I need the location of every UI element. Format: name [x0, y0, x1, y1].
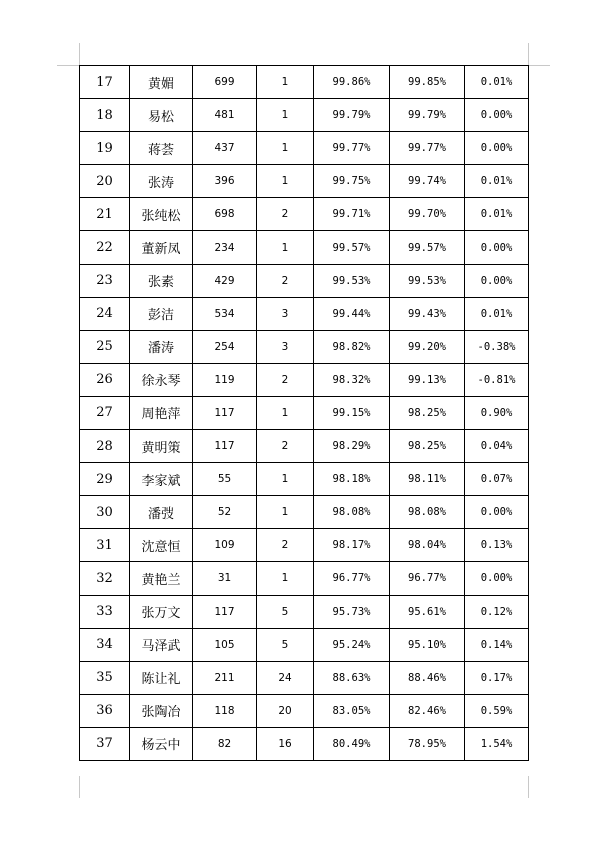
issue-count-cell: 1: [257, 165, 314, 198]
rate-previous-cell: 99.77%: [390, 132, 465, 165]
rate-difference-cell: 0.00%: [465, 132, 529, 165]
person-name-cell: 董新凤: [130, 231, 193, 264]
row-index-cell: 34: [80, 628, 130, 661]
rate-previous-cell: 99.13%: [390, 363, 465, 396]
total-count-cell: 254: [193, 330, 257, 363]
total-count-cell: 82: [193, 727, 257, 760]
total-count-cell: 437: [193, 132, 257, 165]
rate-current-cell: 95.73%: [314, 595, 390, 628]
rate-current-cell: 99.15%: [314, 396, 390, 429]
issue-count-cell: 2: [257, 430, 314, 463]
rate-previous-cell: 98.25%: [390, 430, 465, 463]
person-name-cell: 张素: [130, 264, 193, 297]
table-row: [80, 529, 529, 562]
rate-previous-cell: 98.08%: [390, 496, 465, 529]
person-name-cell: 陈让礼: [130, 661, 193, 694]
rate-current-cell: 80.49%: [314, 727, 390, 760]
person-name-cell: 彭洁: [130, 297, 193, 330]
row-index-cell: 36: [80, 694, 130, 727]
issue-count-cell: 1: [257, 231, 314, 264]
rate-current-cell: 99.86%: [314, 66, 390, 99]
rate-previous-cell: 99.79%: [390, 99, 465, 132]
table-row: [80, 628, 529, 661]
rate-previous-cell: 99.74%: [390, 165, 465, 198]
rate-current-cell: 99.79%: [314, 99, 390, 132]
rate-current-cell: 98.18%: [314, 463, 390, 496]
rate-previous-cell: 95.10%: [390, 628, 465, 661]
rate-current-cell: 99.53%: [314, 264, 390, 297]
issue-count-cell: 16: [257, 727, 314, 760]
rate-difference-cell: 0.90%: [465, 396, 529, 429]
rate-difference-cell: 0.00%: [465, 231, 529, 264]
rate-current-cell: 99.44%: [314, 297, 390, 330]
row-index-cell: 29: [80, 463, 130, 496]
table-row: [80, 231, 529, 264]
rate-difference-cell: -0.38%: [465, 330, 529, 363]
person-name-cell: 沈意恒: [130, 529, 193, 562]
row-index-cell: 24: [80, 297, 130, 330]
rate-current-cell: 99.71%: [314, 198, 390, 231]
issue-count-cell: 2: [257, 198, 314, 231]
table-row: [80, 99, 529, 132]
issue-count-cell: 2: [257, 529, 314, 562]
row-index-cell: 20: [80, 165, 130, 198]
table-row: [80, 496, 529, 529]
issue-count-cell: 1: [257, 66, 314, 99]
row-index-cell: 30: [80, 496, 130, 529]
rate-previous-cell: 95.61%: [390, 595, 465, 628]
total-count-cell: 698: [193, 198, 257, 231]
issue-count-cell: 2: [257, 264, 314, 297]
rate-previous-cell: 99.57%: [390, 231, 465, 264]
total-count-cell: 117: [193, 430, 257, 463]
rate-previous-cell: 98.11%: [390, 463, 465, 496]
rate-current-cell: 98.82%: [314, 330, 390, 363]
rate-difference-cell: 0.01%: [465, 198, 529, 231]
rate-previous-cell: 98.04%: [390, 529, 465, 562]
person-name-cell: 马泽武: [130, 628, 193, 661]
issue-count-cell: 5: [257, 628, 314, 661]
rate-previous-cell: 78.95%: [390, 727, 465, 760]
issue-count-cell: 3: [257, 297, 314, 330]
crop-mark-top-left-h: [57, 65, 79, 66]
issue-count-cell: 1: [257, 562, 314, 595]
total-count-cell: 211: [193, 661, 257, 694]
total-count-cell: 119: [193, 363, 257, 396]
person-name-cell: 李家斌: [130, 463, 193, 496]
row-index-cell: 18: [80, 99, 130, 132]
row-index-cell: 26: [80, 363, 130, 396]
issue-count-cell: 1: [257, 496, 314, 529]
row-index-cell: 37: [80, 727, 130, 760]
total-count-cell: 699: [193, 66, 257, 99]
table-row: [80, 198, 529, 231]
rate-difference-cell: 0.07%: [465, 463, 529, 496]
rate-current-cell: 98.29%: [314, 430, 390, 463]
rate-difference-cell: -0.81%: [465, 363, 529, 396]
table-body: [80, 66, 529, 761]
table-row: [80, 297, 529, 330]
total-count-cell: 105: [193, 628, 257, 661]
table-row: [80, 363, 529, 396]
person-name-cell: 徐永琴: [130, 363, 193, 396]
row-index-cell: 35: [80, 661, 130, 694]
row-index-cell: 21: [80, 198, 130, 231]
rate-difference-cell: 0.00%: [465, 264, 529, 297]
row-index-cell: 32: [80, 562, 130, 595]
person-name-cell: 潘弢: [130, 496, 193, 529]
row-index-cell: 33: [80, 595, 130, 628]
crop-mark-top-right-h: [528, 65, 550, 66]
person-name-cell: 周艳萍: [130, 396, 193, 429]
issue-count-cell: 1: [257, 396, 314, 429]
rate-previous-cell: 99.20%: [390, 330, 465, 363]
rate-current-cell: 88.63%: [314, 661, 390, 694]
table-row: [80, 132, 529, 165]
rate-previous-cell: 99.85%: [390, 66, 465, 99]
rate-difference-cell: 0.17%: [465, 661, 529, 694]
table-row: [80, 562, 529, 595]
crop-mark-bottom-left-v: [79, 776, 80, 798]
rate-previous-cell: 99.53%: [390, 264, 465, 297]
rate-current-cell: 99.77%: [314, 132, 390, 165]
row-index-cell: 22: [80, 231, 130, 264]
total-count-cell: 118: [193, 694, 257, 727]
rate-difference-cell: 0.01%: [465, 66, 529, 99]
row-index-cell: 19: [80, 132, 130, 165]
table-row: [80, 661, 529, 694]
rate-current-cell: 96.77%: [314, 562, 390, 595]
person-name-cell: 张纯松: [130, 198, 193, 231]
issue-count-cell: 5: [257, 595, 314, 628]
person-name-cell: 张万文: [130, 595, 193, 628]
issue-count-cell: 1: [257, 99, 314, 132]
rate-difference-cell: 0.14%: [465, 628, 529, 661]
person-name-cell: 黄媚: [130, 66, 193, 99]
rate-previous-cell: 99.70%: [390, 198, 465, 231]
rate-current-cell: 83.05%: [314, 694, 390, 727]
rate-current-cell: 95.24%: [314, 628, 390, 661]
person-name-cell: 张涛: [130, 165, 193, 198]
rate-current-cell: 98.08%: [314, 496, 390, 529]
rate-difference-cell: 0.59%: [465, 694, 529, 727]
total-count-cell: 109: [193, 529, 257, 562]
row-index-cell: 31: [80, 529, 130, 562]
issue-count-cell: 2: [257, 363, 314, 396]
rate-difference-cell: 0.13%: [465, 529, 529, 562]
rate-previous-cell: 99.43%: [390, 297, 465, 330]
person-name-cell: 黄艳兰: [130, 562, 193, 595]
row-index-cell: 23: [80, 264, 130, 297]
rate-previous-cell: 96.77%: [390, 562, 465, 595]
table-row: [80, 66, 529, 99]
row-index-cell: 27: [80, 396, 130, 429]
rate-difference-cell: 0.00%: [465, 496, 529, 529]
rate-difference-cell: 0.01%: [465, 297, 529, 330]
crop-mark-top-right-v: [528, 43, 529, 65]
total-count-cell: 117: [193, 595, 257, 628]
table-row: [80, 727, 529, 760]
issue-count-cell: 1: [257, 463, 314, 496]
total-count-cell: 534: [193, 297, 257, 330]
person-name-cell: 杨云中: [130, 727, 193, 760]
crop-mark-bottom-right-v: [528, 776, 529, 798]
table-row: [80, 396, 529, 429]
issue-count-cell: 1: [257, 132, 314, 165]
total-count-cell: 117: [193, 396, 257, 429]
total-count-cell: 396: [193, 165, 257, 198]
person-name-cell: 易松: [130, 99, 193, 132]
rate-previous-cell: 98.25%: [390, 396, 465, 429]
row-index-cell: 25: [80, 330, 130, 363]
rate-difference-cell: 0.00%: [465, 562, 529, 595]
rate-current-cell: 99.75%: [314, 165, 390, 198]
rate-difference-cell: 0.00%: [465, 99, 529, 132]
rate-difference-cell: 0.01%: [465, 165, 529, 198]
person-name-cell: 张陶冶: [130, 694, 193, 727]
table-row: [80, 694, 529, 727]
total-count-cell: 52: [193, 496, 257, 529]
rate-previous-cell: 88.46%: [390, 661, 465, 694]
rate-current-cell: 99.57%: [314, 231, 390, 264]
issue-count-cell: 20: [257, 694, 314, 727]
total-count-cell: 55: [193, 463, 257, 496]
person-name-cell: 黄明策: [130, 430, 193, 463]
data-table: [79, 65, 529, 761]
total-count-cell: 31: [193, 562, 257, 595]
rate-current-cell: 98.17%: [314, 529, 390, 562]
row-index-cell: 28: [80, 430, 130, 463]
table-row: [80, 264, 529, 297]
rate-previous-cell: 82.46%: [390, 694, 465, 727]
person-name-cell: 潘涛: [130, 330, 193, 363]
issue-count-cell: 3: [257, 330, 314, 363]
table-row: [80, 430, 529, 463]
row-index-cell: 17: [80, 66, 130, 99]
rate-difference-cell: 0.04%: [465, 430, 529, 463]
person-name-cell: 蒋荟: [130, 132, 193, 165]
total-count-cell: 481: [193, 99, 257, 132]
table-row: [80, 595, 529, 628]
table-row: [80, 165, 529, 198]
rate-current-cell: 98.32%: [314, 363, 390, 396]
crop-mark-top-left-v: [79, 43, 80, 65]
table-row: [80, 330, 529, 363]
total-count-cell: 234: [193, 231, 257, 264]
rate-difference-cell: 0.12%: [465, 595, 529, 628]
issue-count-cell: 24: [257, 661, 314, 694]
rate-difference-cell: 1.54%: [465, 727, 529, 760]
table-row: [80, 463, 529, 496]
total-count-cell: 429: [193, 264, 257, 297]
